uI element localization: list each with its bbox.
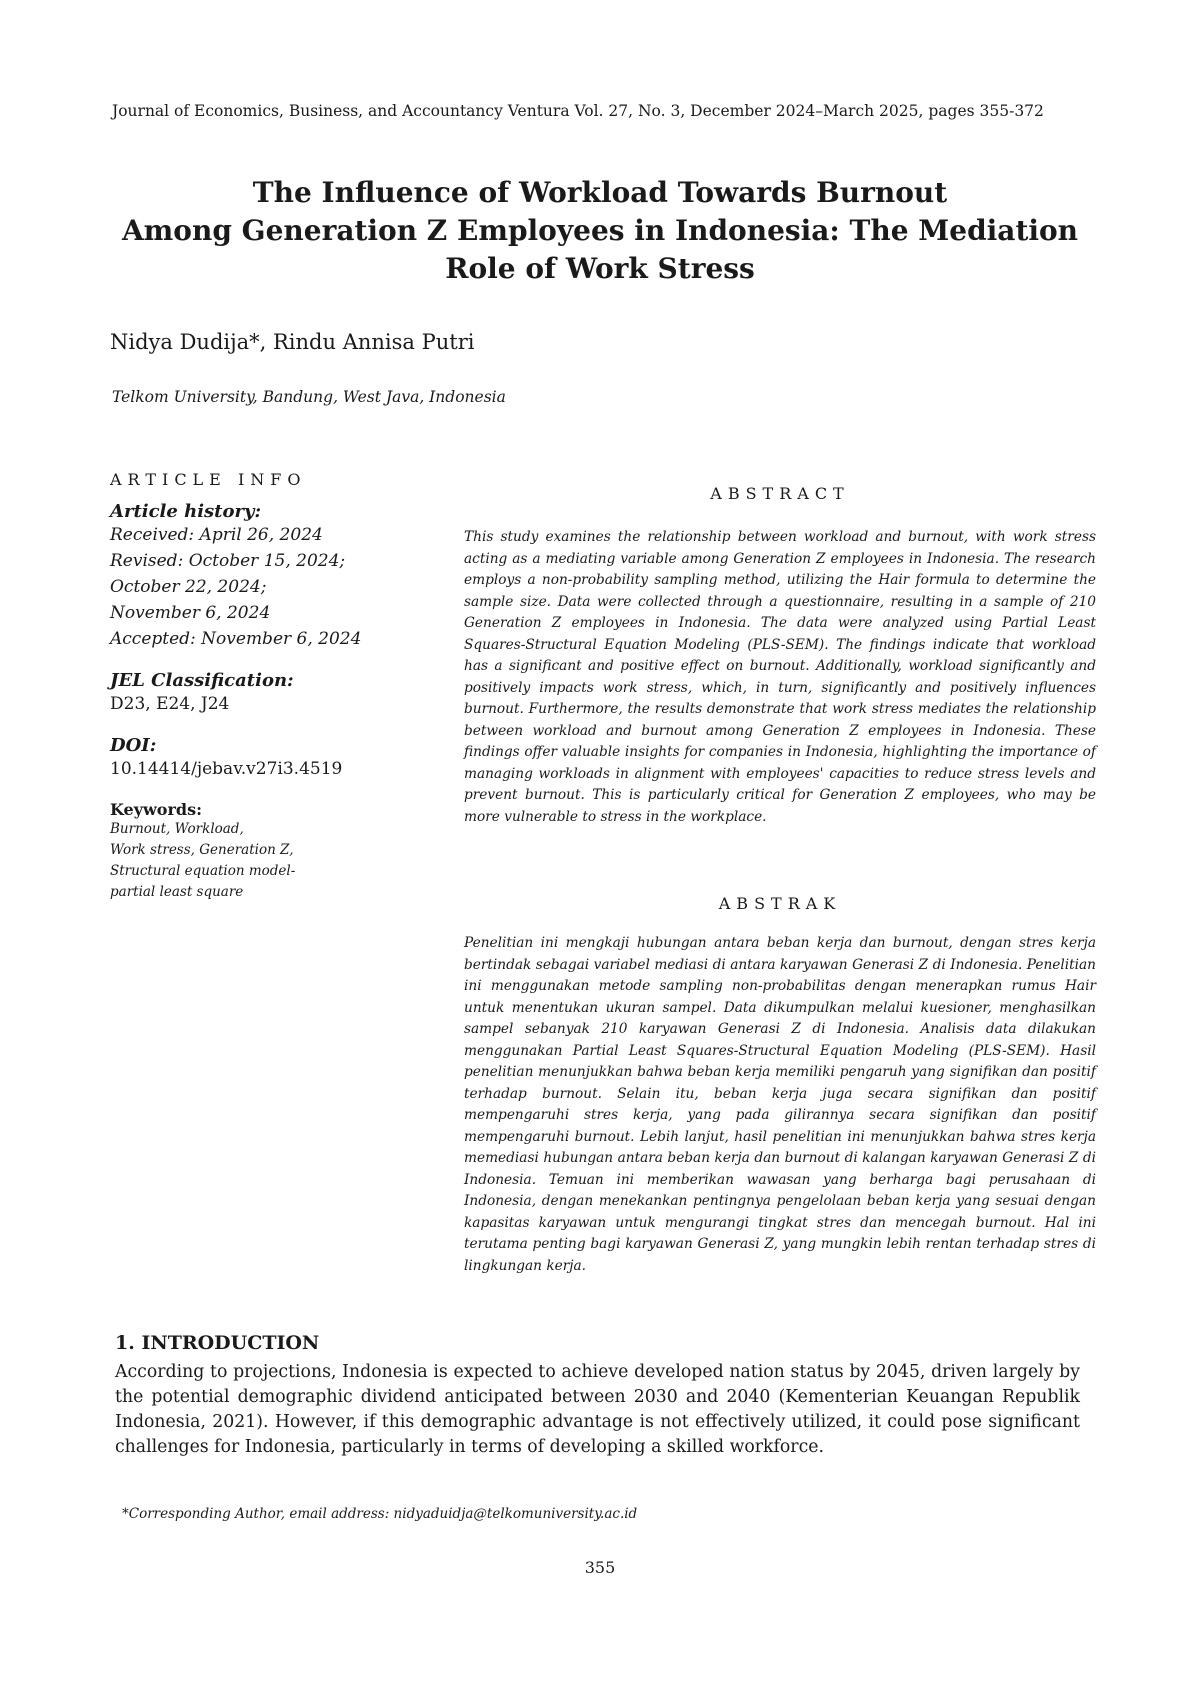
journal-header: Journal of Economics, Business, and Accountancy Ventura Vol. 27, No. 3, December 2024–March 2025, pages 355-372 bbox=[112, 102, 1044, 120]
title-line: Among Generation Z Employees in Indonesia: The Mediation bbox=[121, 214, 1079, 247]
abstract-heading: ABSTRACT bbox=[710, 484, 850, 503]
title-line: Role of Work Stress bbox=[445, 252, 755, 285]
article-info-column bbox=[110, 470, 410, 903]
introduction-heading: 1. INTRODUCTION bbox=[115, 1332, 320, 1354]
article-info-heading: ARTICLE INFO bbox=[110, 470, 307, 489]
history-line: Accepted: November 6, 2024 bbox=[110, 629, 362, 649]
page-number: 355 bbox=[584, 1558, 616, 1577]
history-heading: Article history: bbox=[110, 501, 262, 522]
keywords-line: partial least square bbox=[110, 884, 244, 900]
history-line: November 6, 2024 bbox=[110, 603, 271, 623]
abstrak-heading: ABSTRAK bbox=[718, 894, 842, 913]
history-line: October 22, 2024; bbox=[110, 577, 267, 597]
introduction-text: According to projections, Indonesia is expected to achieve developed nation status by 2045, driven largely by the potential demographic dividend anticipated between 2030 and 2040 (Kementerian Keuangan Republik Indonesia, 2021). However, if this demographic advantage is not effectively utilized, it could pose significant challenges for Indonesia, particularly in terms of developing a skilled workforce. bbox=[115, 1362, 1080, 1457]
abstract-text: This study examines the relationship between workload and burnout, with work stress acting as a mediating variable among Generation Z employees in Indonesia. The research employs a non-probability sampling method, utilizing the Hair formula to determine the sample size. Data were collected through a questionnaire, resulting in a sample of 210 Generation Z employees in Indonesia. The data were analyzed using Partial Least Squares-Structural Equation Modeling (PLS-SEM). The findings indicate that workload has a significant and positive effect on burnout. Additionally, workload significantly and positively impacts work stress, which, in turn, significantly and positively influences burnout. Furthermore, the results demonstrate that work stress mediates the relationship between workload and burnout among Generation Z employees in Indonesia. These findings offer valuable insights for companies in Indonesia, highlighting the importance of managing workloads in alignment with employees' capacities to reduce stress levels and prevent burnout. This is particularly critical for Generation Z employees, who may be more vulnerable to stress in the workplace. bbox=[464, 529, 1096, 825]
keywords-line: Work stress, Generation Z, bbox=[110, 842, 294, 858]
doi-link[interactable]: 10.14414/jebav.v27i3.4519 bbox=[110, 759, 343, 779]
keywords-heading: Keywords: bbox=[110, 800, 203, 819]
authors: Nidya Dudija*, Rindu Annisa Putri bbox=[110, 330, 475, 354]
affiliation: Telkom University, Bandung, West Java, Indonesia bbox=[112, 388, 506, 406]
abstrak-text: Penelitian ini mengkaji hubungan antara beban kerja dan burnout, dengan stres kerja bertindak sebagai variabel mediasi di antara karyawan Generasi Z di Indonesia. Penelitian ini menggunakan metode sampling non-probabilitas dengan menerapkan rumus Hair untuk menentukan ukuran sampel. Data dikumpulkan melalui kuesioner, menghasilkan sampel sebanyak 210 karyawan Generasi Z di Indonesia. Analisis data dilakukan menggunakan Partial Least Squares-Structural Equation Modeling (PLS-SEM). Hasil penelitian menunjukkan bahwa beban kerja memiliki pengaruh yang signifikan dan positif terhadap burnout. Selain itu, beban kerja juga secara signifikan dan positif mempengaruhi stres kerja, yang pada gilirannya secara signifikan dan positif mempengaruhi burnout. Lebih lanjut, hasil penelitian ini menunjukkan bahwa stres kerja memediasi hubungan antara beban kerja dan burnout di kalangan karyawan Generasi Z di Indonesia. Temuan ini memberikan wawasan yang berharga bagi perusahaan di Indonesia, dengan menekankan pentingnya pengelolaan beban kerja yang sesuai dengan kapasitas karyawan untuk mengurangi tingkat stres dan mencegah burnout. Hal ini terutama penting bagi karyawan Generasi Z, yang mungkin lebih rentan terhadap stres di lingkungan kerja. bbox=[464, 935, 1096, 1274]
keywords-line: Structural equation model- bbox=[110, 863, 296, 879]
abstract-section bbox=[464, 484, 1096, 828]
history-line: Received: April 26, 2024 bbox=[110, 525, 323, 545]
article-title bbox=[100, 174, 1100, 288]
title-line: The Influence of Workload Towards Burnout bbox=[252, 176, 948, 209]
history-line: Revised: October 15, 2024; bbox=[110, 551, 346, 571]
jel-heading: JEL Classification: bbox=[110, 670, 294, 691]
corresponding-author-footnote: *Corresponding Author, email address: nidyaduidja@telkomuniversity.ac.id bbox=[122, 1506, 638, 1522]
keywords-line: Burnout, Workload, bbox=[110, 821, 244, 837]
jel-codes: D23, E24, J24 bbox=[110, 694, 230, 714]
doi-heading: DOI: bbox=[110, 735, 157, 756]
abstrak-section bbox=[464, 894, 1096, 1277]
